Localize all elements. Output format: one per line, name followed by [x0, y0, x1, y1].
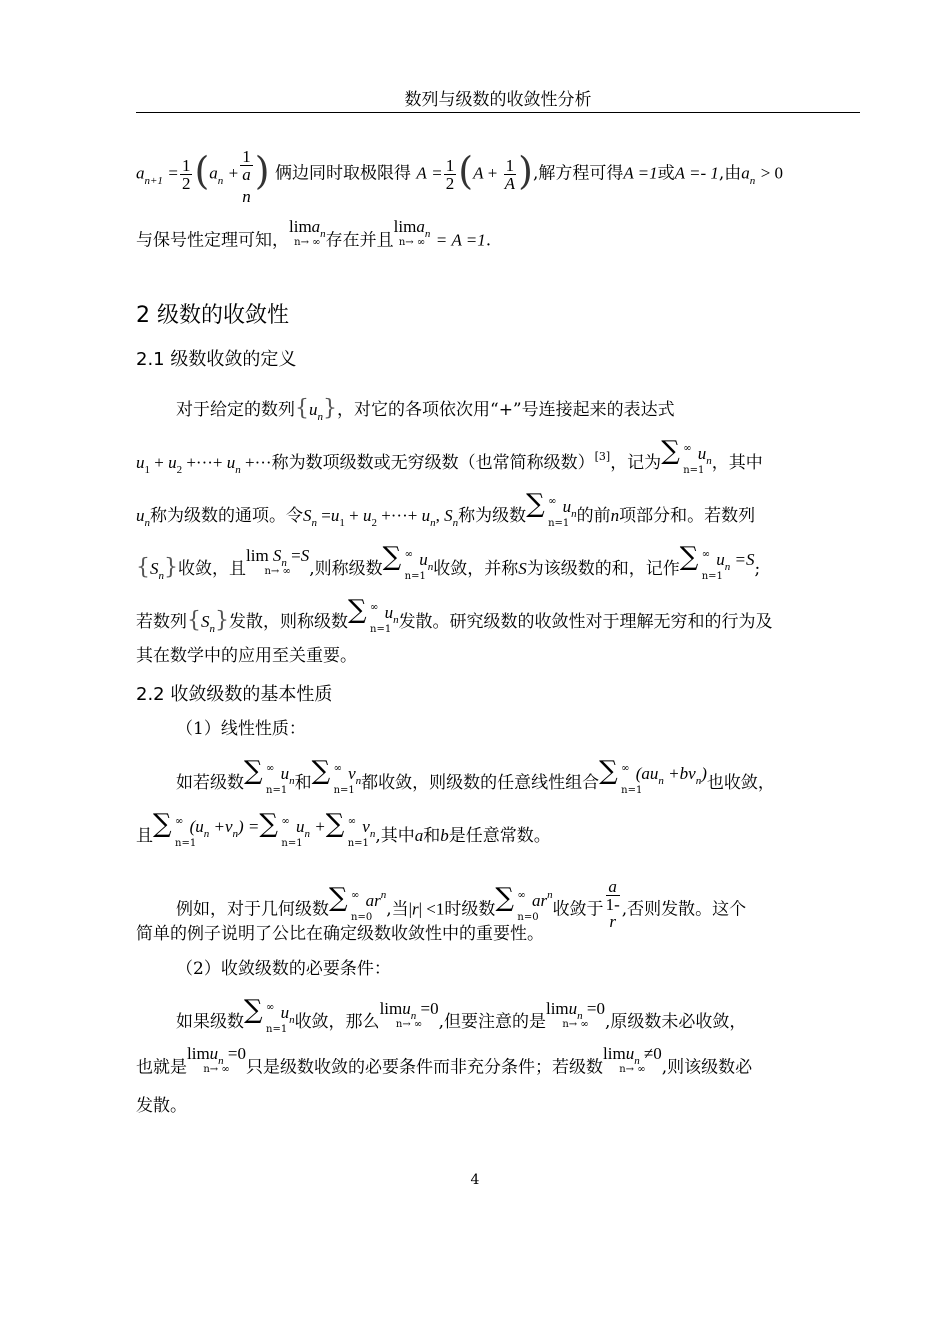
section-2-1-title: 2.1 级数收敛的定义	[136, 349, 297, 370]
text-gt0: > 0	[760, 163, 784, 183]
def-l3c: 的前	[576, 506, 611, 526]
p1l2d: 是任意常数。	[448, 826, 551, 846]
text-or: 或	[657, 163, 675, 184]
def-line-4: $\{S_n\}$收敛，且 $\lim S_n =S$ n→ ∞ ,则称级数∑ ∞ n=1 $u_n$收敛，并称S为该级数的和，记作∑ ∞ n=1 $u_n =S$;	[136, 542, 761, 582]
prop-2-line-2: 也就是 limu$_n$ =0 n→ ∞ 只是级数收敛的必要条件而非充分条件；若级数 limu$_n$ ≠0 n→ ∞ ,则该级数必	[136, 1044, 753, 1078]
page-header: 数列与级数的收敛性分析	[136, 88, 860, 113]
p1l2c: 和	[423, 826, 441, 846]
def-l3a: 称为级数的通项。令	[150, 506, 303, 526]
section-2-title: 2 级数的收敛性	[136, 303, 289, 328]
def-l4b: ,则称级数	[309, 559, 383, 579]
p2l2c: ,则该级数必	[661, 1057, 753, 1078]
prop-2-line-1: 如果级数∑ ∞ n=1 $u_n$收敛，那么 limu$_n$ =0 n→ ∞ ,但要注意的是 limu$_n$ =0 n→ ∞ ,原级数未必收敛，	[176, 995, 747, 1035]
text-solve: ,解方程可得	[532, 163, 624, 184]
def-l4d: 为该级数的和，记作	[526, 559, 680, 579]
p1l2b: ,其中	[375, 826, 415, 846]
prop-1-heading: （1）线性性质：	[176, 719, 306, 739]
def-l3d: 项部分和。若数列	[619, 506, 756, 526]
text-both: 俩边同时取极限得	[275, 163, 411, 184]
line2-eq: = A =1	[435, 230, 486, 250]
p2l1a: 如果级数	[176, 1012, 244, 1032]
p1l1a: 如若级数	[176, 773, 244, 793]
ex-d: 收敛于	[552, 899, 604, 920]
def-l5b: 发散，则称级数	[229, 612, 348, 632]
def-l2b: ，记为	[610, 453, 662, 473]
def-l2c: ，其中	[711, 453, 763, 473]
p2l1b: 收敛，那么	[294, 1012, 380, 1032]
def-line-1: 对于给定的数列$\{u_n\}$，对它的各项依次用“+”号连接起来的表达式	[176, 396, 675, 423]
def-line-6: 其在数学中的应用至关重要。	[136, 646, 357, 666]
p1l1b: 和	[294, 773, 312, 793]
example-line-2: 简单的例子说明了公比在确定级数收敛性中的重要性。	[136, 924, 544, 944]
example-line-1: 例如，对于几何级数∑ ∞ n=0 $ar^n$,当|r| <1时级数∑ ∞ n=0 $ar^n$收敛于 a 1- r ,否则发散。这个	[176, 877, 747, 931]
limit-line: 与保号性定理可知， lima$_n$ n→ ∞ 存在并且 lima$_n$ n→ ∞ = A =1.	[136, 217, 492, 251]
def-l4c: 收敛，并称	[433, 559, 519, 579]
citation[interactable]: [3]	[594, 450, 611, 463]
p2l1c: ,但要注意的是	[438, 1012, 546, 1032]
prop-2-line-3: 发散。	[136, 1096, 187, 1116]
def-l2a: 称为数项级数或无穷级数（也常简称级数）	[271, 453, 595, 473]
def-l5c: 发散。研究级数的收敛性对于理解无穷和的行为及	[398, 612, 773, 632]
prop-2-heading: （2）收敛级数的必要条件：	[176, 959, 391, 979]
text-by: ,由	[718, 163, 742, 184]
p1l1d: 也收敛，	[706, 773, 775, 793]
recurrence-line: $a_{n+1}$ = $\frac{1}{2}$ ($a_n$ + 1 a n ) 俩边同时取极限得 A = $\frac{1}{2}$ (A + $\frac{1}{A}$ ),解方程可得A =1或A =- 1,由$a_n > 0$	[136, 147, 784, 206]
def-line-3: $u_n$称为级数的通项。令$S_n =u_1 + u_2$ +···+ $u_n$, $S_n$称为级数∑ ∞ n=1 $u_n$的前n项部分和。若数列	[136, 489, 756, 529]
def-l4e: ;	[754, 559, 761, 579]
p2l2b: 只是级数收敛的必要条件而非充分条件；若级数	[246, 1057, 604, 1078]
def-l3b: 称为级数	[458, 506, 527, 526]
p1l2a: 且	[136, 826, 153, 846]
line2-end: .	[485, 230, 492, 251]
prop-1-line-2: 且∑ ∞ n=1 $(u_n +v_n)$ =∑ ∞ n=1 $u_n$ +∑ ∞ n=1 $v_n$,其中a和b是任意常数。	[136, 809, 551, 849]
ex-b: ,当	[386, 899, 409, 920]
ex-a: 例如，对于几何级数	[176, 899, 329, 920]
line2-b: 存在并且	[325, 230, 394, 251]
page-number: 4	[470, 1172, 480, 1188]
def-line-2: $u_1 + u_2$ +···+ $u_n$ +···称为数项级数或无穷级数（也常简称级数）[3]，记为∑ ∞ n=1 $u_n$，其中	[136, 436, 763, 476]
ex-c: 时级数	[444, 899, 496, 920]
eq-a1: A =1	[623, 163, 658, 183]
p2l1d: ,原级数未必收敛，	[605, 1012, 747, 1032]
def-l1b: ，对它的各项依次用“+”号连接起来的表达式	[337, 400, 675, 420]
ex-e: ,否则发散。这个	[621, 899, 747, 920]
def-line-5: 若数列$\{S_n\}$发散，则称级数∑ ∞ n=1 $u_n$发散。研究级数的收敛性对于理解无穷和的行为及	[136, 595, 773, 635]
def-l4a: 收敛，且	[178, 559, 246, 579]
prop-1-line-1: 如若级数∑ ∞ n=1 $u_n$和∑ ∞ n=1 $v_n$都收敛，则级数的任意线性组合∑ ∞ n=1 $(au_n +bv_n)$也收敛，	[176, 756, 775, 796]
p1l1c: 都收敛，则级数的任意线性组合	[361, 773, 600, 793]
p2l2a: 也就是	[136, 1057, 187, 1078]
line2-a: 与保号性定理可知，	[136, 230, 289, 251]
def-l5a: 若数列	[136, 612, 187, 632]
eq-a2: A =- 1	[674, 163, 719, 183]
def-l1a: 对于给定的数列	[176, 400, 295, 420]
section-2-2-title: 2.2 收敛级数的基本性质	[136, 684, 333, 705]
